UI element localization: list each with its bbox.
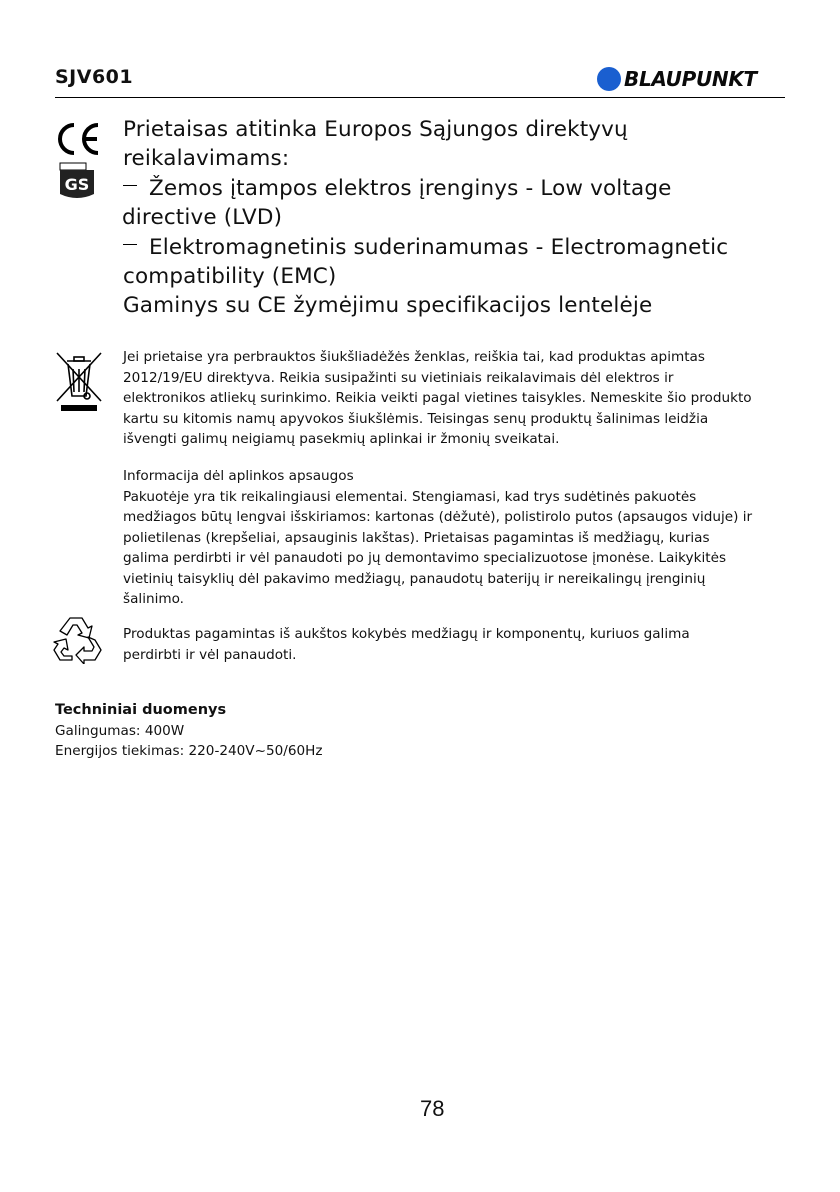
brand-logo — [597, 66, 757, 92]
weee-bin-icon — [54, 350, 104, 414]
recycling-line: perdirbti ir vėl panaudoti. — [123, 646, 297, 663]
decl-item-lvd: Žemos įtampos elektros įrenginys - Low voltage — [123, 174, 803, 203]
weee-line: 2012/19/EU direktyva. Reikia susipažinti su vietiniais reikalavimais dėl elektros ir — [123, 369, 674, 386]
gs-mark-icon — [56, 162, 98, 202]
logo-dot-icon — [597, 67, 621, 91]
decl-item-emc: Elektromagnetinis suderinamumas - Electromagnetic — [123, 233, 803, 262]
environment-line: vietinių taisyklių dėl pakavimo medžiagų, panaudotų baterijų ir nereikalingų įrenginių — [123, 570, 706, 587]
svg-text:GS: GS — [64, 175, 90, 194]
weee-line: Jei prietaise yra perbrauktos šiukšliadėžės ženklas, reiškia tai, kad produktas apimtas — [123, 349, 705, 365]
decl-item-emc-cont: compatibility (EMC) — [123, 264, 337, 290]
ce-mark-icon — [53, 120, 103, 158]
environment-heading: Informacija dėl aplinkos apsaugos — [123, 468, 354, 484]
technical-data — [55, 700, 455, 762]
environment-line: šalinimo. — [123, 591, 184, 607]
decl-line-1: Prietaisas atitinka Europos Sąjungos direktyvų — [123, 117, 628, 142]
header-divider — [55, 97, 785, 98]
recycle-icon — [52, 614, 104, 664]
brand-name: BLAUPUNKT — [624, 67, 757, 91]
decl-item-lvd-cont: directive (LVD) — [122, 205, 283, 231]
dash-bullet — [123, 244, 137, 245]
environment-line: galima perdirbti ir vėl panaudoti po jų demontavimo specializuotose įmonėse. Laikykitės — [123, 550, 727, 566]
conformity-declaration — [123, 115, 803, 321]
tech-title: Techniniai duomenys — [55, 702, 227, 718]
weee-line: kartu su kitomis namų apyvokos šiukšlėmis. Teisingas senų produktų šalinimas leidžia — [123, 410, 709, 427]
environment-notice — [123, 466, 793, 610]
recycling-notice — [123, 624, 793, 665]
weee-line: išvengti galimų neigiamų pasekmių aplinkai ir žmonių sveikatai. — [123, 431, 560, 447]
model-number: SJV601 — [55, 66, 134, 88]
dash-bullet — [123, 185, 137, 186]
recycling-line: Produktas pagamintas iš aukštos kokybės medžiagų ir komponentų, kuriuos galima — [123, 626, 690, 642]
environment-line: Pakuotėje yra tik reikalingiausi elementai. Stengiamasi, kad trys sudėtinės pakuotės — [123, 488, 697, 505]
environment-line: polietilenas (krepšeliai, apsauginis lakštas). Prietaisas pagamintas iš medžiagų, kurias — [123, 529, 710, 546]
weee-notice — [123, 347, 793, 450]
page-number: 78 — [420, 1096, 445, 1121]
environment-line: medžiagos būtų lengvai išskiriamos: kartonas (dėžutė), polistirolo putos (apsaugos viduje) ir — [123, 509, 753, 525]
weee-line: elektronikos atliekų surinkimo. Reikia veikti pagal vietines taisykles. Nemeskite šio produkto — [123, 390, 752, 406]
decl-line-last: Gaminys su CE žymėjimu specifikacijos lentelėje — [123, 293, 653, 319]
decl-line-2: reikalavimams: — [123, 146, 290, 172]
tech-supply: Energijos tiekimas: 220-240V~50/60Hz — [55, 743, 323, 759]
tech-power: Galingumas: 400W — [55, 722, 185, 739]
